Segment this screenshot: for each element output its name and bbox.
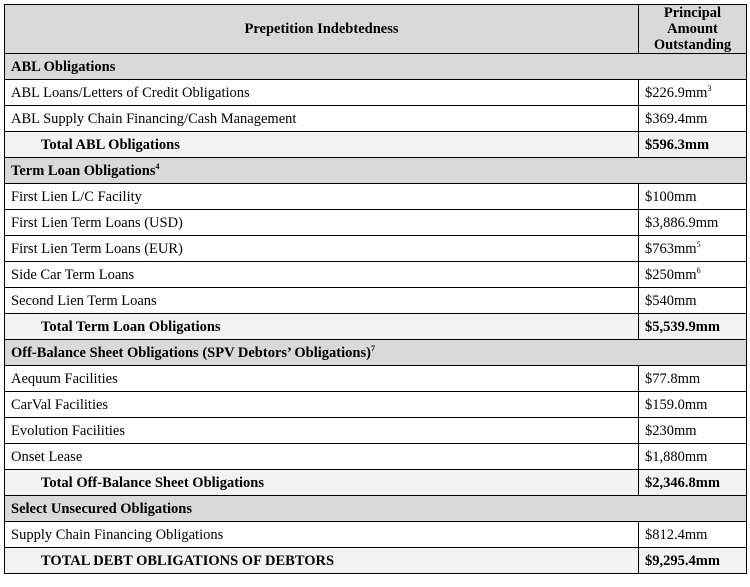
row-amount — [639, 106, 747, 132]
row-label — [5, 288, 639, 314]
row-label-text: CarVal Facilities — [11, 396, 109, 413]
grand-total-row — [5, 548, 747, 574]
table-row — [5, 392, 747, 418]
total-amount — [639, 470, 747, 496]
section-title — [5, 158, 747, 184]
section-title-text: Term Loan Obligations — [11, 162, 156, 179]
grand-total-amount-text: $9,295.4mm — [645, 552, 720, 569]
section-total-row — [5, 470, 747, 496]
section-title-text: Select Unsecured Obligations — [11, 500, 192, 517]
section-title — [5, 340, 747, 366]
row-amount-text: $1,880mm — [645, 448, 708, 465]
row-label — [5, 418, 639, 444]
section-header-row — [5, 496, 747, 522]
footnote-marker: 7 — [370, 343, 375, 353]
row-label — [5, 444, 639, 470]
header-principal-amount — [639, 5, 747, 54]
row-amount-text: $369.4mm — [645, 110, 708, 127]
grand-total-label-text: TOTAL DEBT OBLIGATIONS OF DEBTORS — [41, 552, 335, 569]
footnote-marker: 3 — [707, 83, 712, 93]
row-amount — [639, 392, 747, 418]
row-amount — [639, 418, 747, 444]
indebtedness-table — [4, 4, 747, 574]
table-row — [5, 236, 747, 262]
total-label-text: Total Term Loan Obligations — [41, 318, 221, 335]
row-amount-text: $226.9mm — [645, 84, 708, 101]
table-row — [5, 522, 747, 548]
row-amount — [639, 184, 747, 210]
row-label-text: First Lien L/C Facility — [11, 188, 142, 205]
row-label-text: First Lien Term Loans (EUR) — [11, 240, 183, 257]
row-label-text: ABL Loans/Letters of Credit Obligations — [11, 84, 250, 101]
row-amount-text: $230mm — [645, 422, 697, 439]
row-label-text: Onset Lease — [11, 448, 83, 465]
row-label — [5, 262, 639, 288]
header-prepetition-indebtedness: Prepetition Indebtedness — [5, 5, 639, 54]
total-amount — [639, 132, 747, 158]
section-title-text: Off-Balance Sheet Obligations (SPV Debtors’ Obligations) — [11, 344, 371, 361]
total-label-text: Total Off-Balance Sheet Obligations — [41, 474, 265, 491]
section-total-row — [5, 314, 747, 340]
section-title — [5, 496, 747, 522]
table-row — [5, 106, 747, 132]
footnote-marker: 6 — [696, 265, 701, 275]
row-label — [5, 106, 639, 132]
row-amount — [639, 262, 747, 288]
section-title — [5, 54, 747, 80]
row-amount — [639, 522, 747, 548]
table-row — [5, 80, 747, 106]
section-header-row — [5, 158, 747, 184]
total-label — [5, 470, 639, 496]
table-row — [5, 444, 747, 470]
row-amount — [639, 366, 747, 392]
row-label — [5, 366, 639, 392]
table-row — [5, 262, 747, 288]
table-row — [5, 288, 747, 314]
footnote-marker: 4 — [155, 161, 160, 171]
row-amount-text: $159.0mm — [645, 396, 708, 413]
header-row — [5, 5, 747, 54]
row-amount-text: $250mm — [645, 266, 697, 283]
table-row — [5, 210, 747, 236]
row-label — [5, 80, 639, 106]
row-label-text: Aequum Facilities — [11, 370, 118, 387]
row-amount — [639, 236, 747, 262]
table-row — [5, 184, 747, 210]
row-label-text: ABL Supply Chain Financing/Cash Management — [11, 110, 297, 127]
total-label — [5, 314, 639, 340]
row-label — [5, 184, 639, 210]
total-label — [5, 132, 639, 158]
total-amount — [639, 314, 747, 340]
row-amount — [639, 444, 747, 470]
total-amount-text: $5,539.9mm — [645, 318, 720, 335]
header-line: Outstanding — [653, 37, 732, 53]
footnote-marker: 5 — [696, 239, 701, 249]
total-amount-text: $2,346.8mm — [645, 474, 720, 491]
section-total-row — [5, 132, 747, 158]
row-label-text: Evolution Facilities — [11, 422, 125, 439]
row-label-text: Side Car Term Loans — [11, 266, 135, 283]
row-amount-text: $812.4mm — [645, 526, 708, 543]
header-line: Principal — [663, 5, 722, 21]
row-label — [5, 392, 639, 418]
total-label-text: Total ABL Obligations — [41, 136, 180, 153]
section-header-row — [5, 340, 747, 366]
row-label-text: Second Lien Term Loans — [11, 292, 157, 309]
row-label — [5, 210, 639, 236]
grand-total-label — [5, 548, 639, 574]
table-row — [5, 418, 747, 444]
row-amount — [639, 288, 747, 314]
table-row — [5, 366, 747, 392]
row-amount-text: $763mm — [645, 240, 697, 257]
row-amount-text: $3,886.9mm — [645, 214, 719, 231]
row-amount-text: $100mm — [645, 188, 697, 205]
row-amount-text: $540mm — [645, 292, 697, 309]
header-line: Amount — [667, 21, 718, 37]
total-amount-text: $596.3mm — [645, 136, 710, 153]
grand-total-amount — [639, 548, 747, 574]
row-amount — [639, 80, 747, 106]
table-body — [5, 54, 747, 574]
row-amount-text: $77.8mm — [645, 370, 701, 387]
row-label — [5, 522, 639, 548]
section-title-text: ABL Obligations — [11, 58, 116, 75]
row-amount — [639, 210, 747, 236]
row-label-text: Supply Chain Financing Obligations — [11, 526, 224, 543]
row-label-text: First Lien Term Loans (USD) — [11, 214, 183, 231]
row-label — [5, 236, 639, 262]
section-header-row — [5, 54, 747, 80]
